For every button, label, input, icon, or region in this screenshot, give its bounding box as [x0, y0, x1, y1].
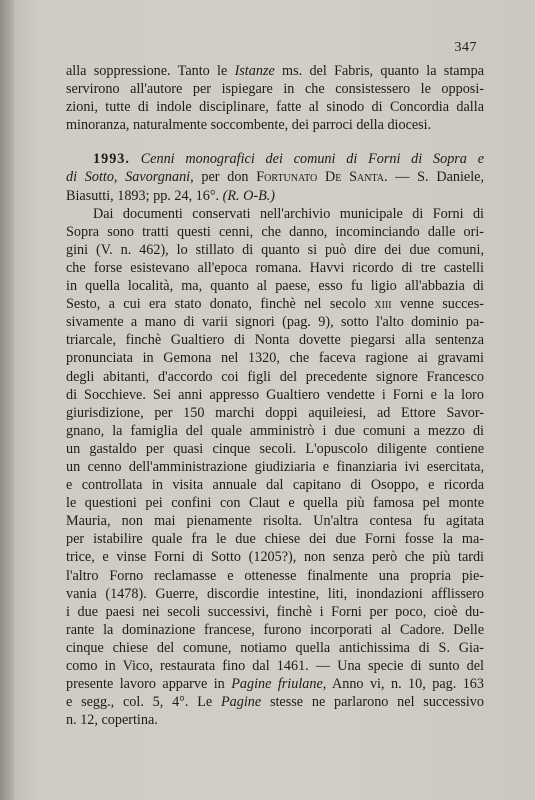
paragraph-gap — [66, 134, 484, 150]
text-line — [66, 98, 484, 116]
text-line — [66, 548, 484, 566]
text-run: Pagine friulane — [231, 676, 323, 693]
text-line — [66, 116, 484, 134]
text-run: (R. O-B.) — [222, 187, 276, 204]
text-run: Cenni monografici dei comuni di Forni di Sopra e — [140, 151, 484, 168]
text-run: . — S. Daniele, — [383, 169, 484, 186]
text-run: un cenno dell'amministrazione giudiziaria e finanziaria ivi esercitata, — [66, 458, 484, 475]
text-line — [66, 223, 484, 241]
text-line — [66, 150, 484, 168]
page-text — [66, 62, 484, 729]
text-run: Pagine — [220, 694, 262, 711]
text-run: degli abitanti, d'accordo coi figli del precedente signore Francesco — [66, 368, 484, 385]
text-line — [66, 567, 484, 585]
text-line — [66, 675, 484, 693]
text-run: cinque chiese del comune, notiamo quella antichissima di S. Gia- — [66, 639, 484, 656]
text-run: presente lavoro apparve in — [66, 676, 232, 693]
text-line — [66, 458, 484, 476]
text-run: Istanze — [234, 63, 275, 79]
text-run: n. 12, copertina. — [66, 712, 158, 729]
text-line — [66, 168, 484, 186]
text-run: in quella località, ma, quanto al paese, esso fu ligio all'abbazia di — [66, 278, 484, 295]
text-line — [66, 711, 484, 729]
text-line — [66, 476, 484, 494]
text-run: e segg., col. 5, 4°. Le — [66, 694, 221, 711]
text-run: Mauria, non mai pienamente risolta. Un'altra contesa fu agitata — [66, 513, 484, 530]
text-run: Fortunato De Santa — [256, 169, 384, 186]
text-line — [66, 512, 484, 530]
text-run: Sesto, a cui era stato donato, finchè nel secolo — [66, 296, 375, 313]
text-line — [66, 241, 484, 259]
text-line — [66, 422, 484, 440]
text-run: vania (1478). Guerre, discordie intestine, liti, inondazioni afflissero — [66, 585, 484, 602]
text-line — [66, 277, 484, 295]
text-run: minoranza, naturalmente soccombente, dei parroci della diocesi. — [66, 117, 432, 134]
text-run: di Socchieve. Sei anni appresso Gualtiero vendette i Forni e la loro — [66, 386, 484, 403]
text-run — [130, 151, 141, 167]
text-run: zioni, tutte di indole disciplinare, fatte al sinodo di Concordia dalla — [66, 99, 484, 116]
text-run: gnano, la famiglia del quale amministrò i due comuni a mezzo di — [66, 422, 484, 439]
text-run: l'altro Forno reclamasse e ottenesse finalmente una propria pie- — [66, 567, 484, 584]
text-run: i due paesi nei secoli successivi, finchè i Forni per poco, cioè du- — [66, 603, 484, 620]
text-run: Biasutti, 1893; pp. 24, 16°. — [66, 187, 223, 204]
text-line — [66, 187, 484, 205]
text-run: di Sotto, Savorgnani, — [66, 169, 194, 186]
text-run: trice, e vinse Forni di Sotto (1205?), non senza però che più tardi — [66, 549, 484, 566]
text-line — [66, 621, 484, 639]
text-run: pronunciata in Gemona nel 1320, che faceva ragione ai gravami — [66, 350, 484, 367]
text-run: le questioni pei confini con Claut e quella più famosa pel monte — [66, 495, 484, 512]
text-run: alla soppressione. Tanto le — [66, 63, 235, 79]
page-number: 347 — [454, 40, 477, 55]
text-line — [66, 295, 484, 313]
text-line — [66, 368, 484, 386]
text-line — [66, 386, 484, 404]
text-run: como in Vico, restaurata fino dal 1461. — Una specie di sunto del — [66, 658, 484, 674]
text-run: stesse ne parlarono nel successivo — [261, 694, 484, 711]
text-run: per istabilire quale fra le due chiese dei due Forni fosse la ma- — [66, 531, 484, 548]
text-run: gini (V. n. 462), lo stillato di quanto si può dire dei due comuni, — [66, 241, 484, 258]
text-run: triarcale, finchè Gualtiero di Nonta dovette piegarsi alla sentenza — [66, 332, 484, 349]
text-line — [66, 349, 484, 367]
text-line — [66, 440, 484, 458]
text-line — [66, 494, 484, 512]
text-line — [66, 603, 484, 621]
text-line — [66, 639, 484, 657]
text-line — [66, 331, 484, 349]
text-run: un gastaldo per quasi cinque secoli. L'opuscolo diligente contiene — [66, 440, 484, 457]
text-run: xiii — [374, 296, 392, 313]
text-run: e controllata in visita annuale dal capitano di Osoppo, e ricorda — [66, 477, 484, 494]
text-line — [66, 259, 484, 277]
text-run: che forse esistevano all'epoca romana. Havvi ricordo di tre castelli — [66, 259, 484, 276]
text-line — [66, 585, 484, 603]
text-run: , Anno vi, n. 10, pag. 163 — [322, 676, 484, 693]
text-run: servirono all'autore per ispiegare in che consistessero le opposi- — [66, 81, 484, 98]
text-line — [66, 80, 484, 98]
text-run: venne succes- — [391, 296, 484, 313]
text-run: giurisdizione, per 150 marchi doppi aquileiesi, ad Ettore Savor- — [66, 404, 484, 421]
text-run: rante la dominazione francese, furono incorporati al Cadore. Delle — [66, 621, 484, 638]
text-run: per don — [193, 169, 257, 186]
text-line — [66, 404, 484, 422]
text-run: Sopra sono tratti questi cenni, che danno, incominciando dalle ori- — [66, 223, 484, 240]
text-line — [66, 205, 484, 223]
text-run: Dai documenti conservati nell'archivio municipale di Forni di — [93, 205, 484, 222]
text-run: ms. del Fabris, quanto la stampa — [274, 63, 484, 79]
text-line — [66, 693, 484, 711]
entry-number: 1993. — [93, 151, 130, 168]
text-line — [66, 530, 484, 548]
text-run: sivamente a mano di varii signori (pag. 9), sotto l'alto dominio pa- — [66, 314, 484, 331]
page-binding-shadow — [0, 0, 14, 800]
text-line — [66, 62, 484, 80]
text-line — [66, 313, 484, 331]
text-line — [66, 657, 484, 675]
